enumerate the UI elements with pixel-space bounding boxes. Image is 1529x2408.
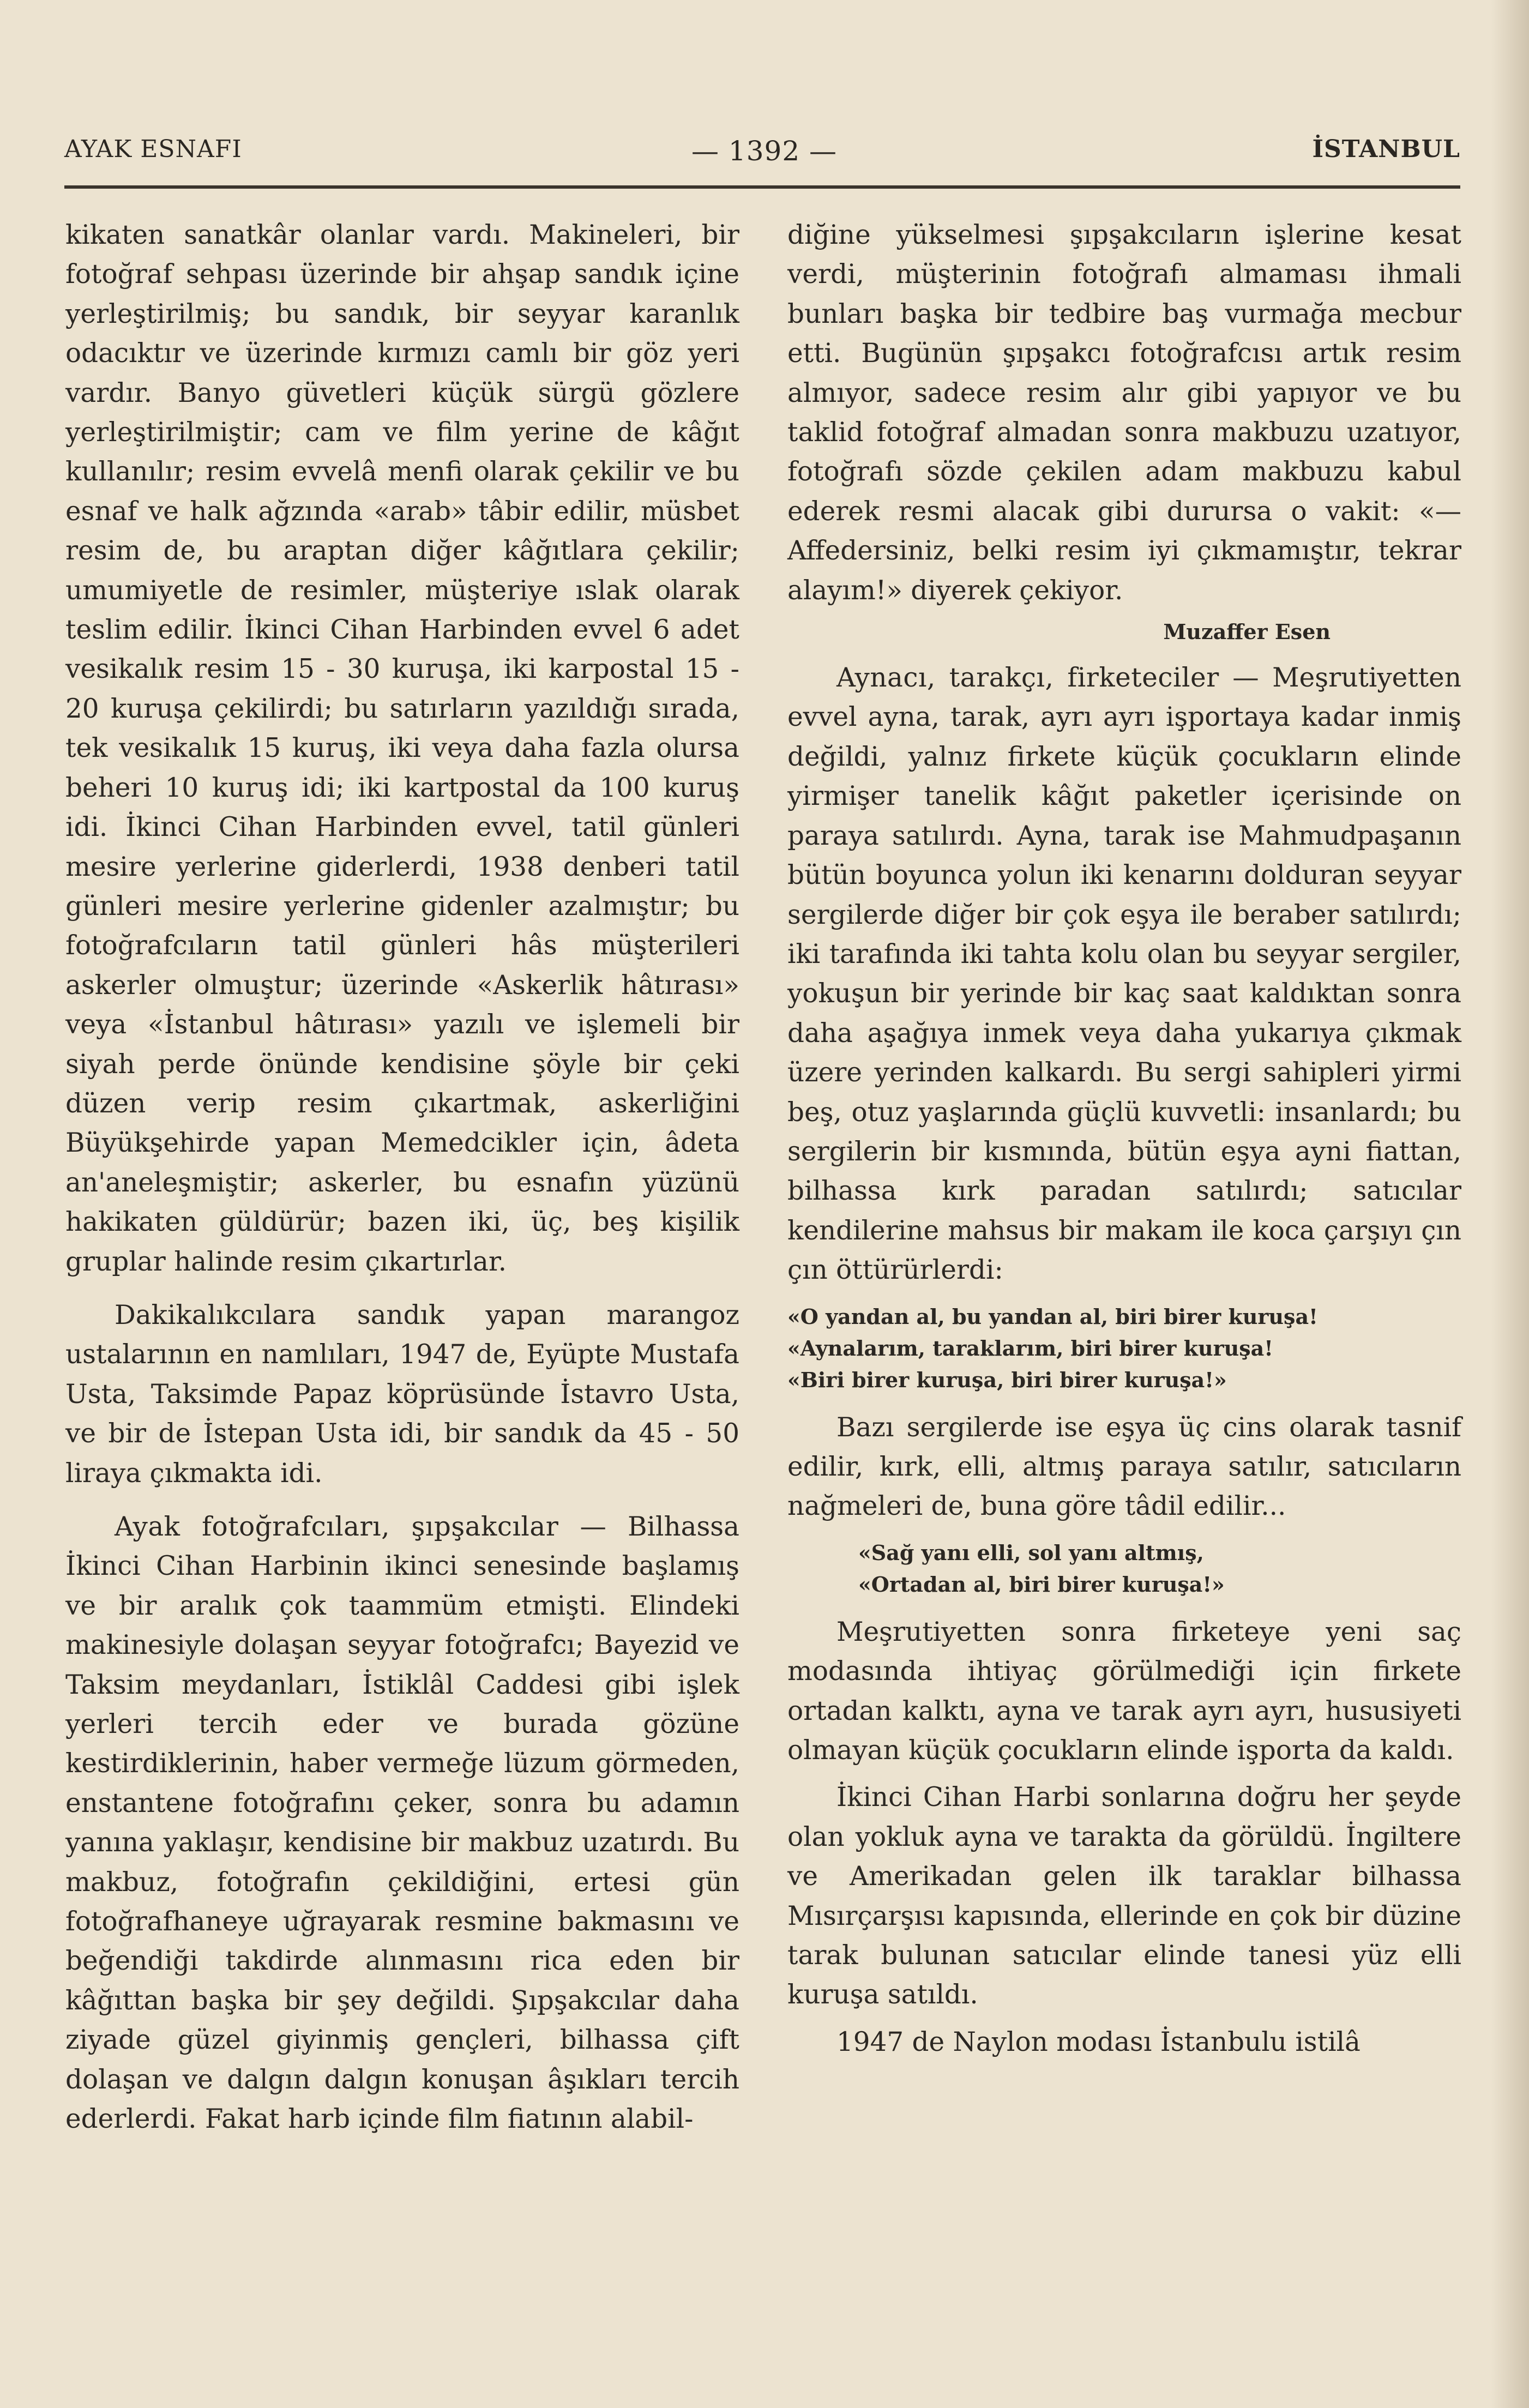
song-line: «Ortadan al, biri birer kuruşa!» (858, 1572, 1225, 1597)
page-edge-shadow (1491, 0, 1529, 2408)
entry-heading: Aynacı, tarakçı, firketeciler (836, 663, 1219, 694)
entry-text: — Bilhassa İkinci Cihan Harbinin ikinci senesinde başlamış ve bir aralık çok taammüm etmişti. Elindeki makinesiyle dolaşan seyyar fotoğrafcı; Bayezid ve Taksim meydanları, İstiklâl Caddesi gibi işlek yerleri tercih eder ve burada gözüne kestirdiklerinin, haber vermeğe lüzum görmeden, enstantene fotoğrafını çeker, sonra bu adamın yanına yaklaşır, kendisine bir makbuz uzatırdı. Bu makbuz, fotoğrafın çekildiğini, ertesi gün fotoğrafhaneye uğrayarak resmine bakmasını ve beğendiği takdirde alınmasını rica eden bir kâğıttan başka bir şey değildi. Şıpşakcılar daha ziyade güzel giyinmiş gençleri, bilhassa çift dolaşan ve dalgın dalgın konuşan âşıkları tercih ederlerdi. Fakat harb içinde film fiatının alabil- (65, 1512, 739, 2135)
running-header (64, 135, 1460, 173)
paragraph: Meşrutiyetten sonra firketeye yeni saç modasında ihtiyaç görülmediği için firkete ortadan kalktı, ayna ve tarak ayrı ayrı, hususiyeti olmayan küçük çocukların elinde işporta da kaldı. (787, 1616, 1461, 1766)
paragraph: kikaten sanatkâr olanlar vardı. Makineleri, bir fotoğraf sehpası üzerinde bir ahşap sandık içine yerleştirilmiş; bu sandık, bir seyyar karanlık odacıktır ve üzerinde kırmızı camlı bir göz yeri vardır. Banyo güvetleri küçük sürgü gözlere yerleştirilmiştir; cam ve film yerine de kâğıt kullanılır; resim evvelâ menfi olarak çekilir ve bu esnaf ve halk ağzında «arab» tâbir edilir, müsbet resim de, bu araptan diğer kâğıtlara çekilir; umumiyetle de resimler, müşteriye ıslak olarak teslim edilir. İkinci Cihan Harbinden evvel 6 adet vesikalık resim 15 - 30 kuruşa, iki karpostal 15 - 20 kuruşa çekilirdi; bu satırların yazıldığı sırada, tek vesikalık 15 kuruş, iki veya daha fazla olursa beheri 10 kuruş idi; iki kartpostal da 100 kuruş idi. İkinci Cihan Harbinden evvel, tatil günleri mesire yerlerine giderlerdi, 1938 denberi tatil günleri mesire yerlerine gidenler azalmıştır; bu fotoğrafcıların tatil günleri hâs müşterileri askerler olmuştur; üzerinde «Askerlik hâtırası» veya «İstanbul hâtırası» yazılı ve işlemeli bir siyah perde önünde kendisine şöyle bir çeki düzen verip resim çıkartmak, askerliğini Büyükşehirde yapan Memedcikler için, âdeta an'aneleşmiştir; askerler, bu esnafın yüzünü hakikaten güldürür; bazen iki, üç, beş kişilik gruplar halinde resim çıkartırlar. (65, 220, 739, 1277)
vendor-song (787, 1301, 1461, 1396)
author-signature: Muzaffer Esen (1163, 619, 1331, 645)
page-number: — 1392 — (691, 135, 838, 167)
song-line: «O yandan al, bu yandan al, biri birer kuruşa! (787, 1304, 1318, 1329)
book-title: İSTANBUL (1312, 135, 1460, 163)
section-title: AYAK ESNAFI (64, 135, 242, 163)
paragraph: İkinci Cihan Harbi sonlarına doğru her şeyde olan yokluk ayna ve tarakta da görüldü. İngiltere ve Amerikadan gelen ilk taraklar bilhassa Mısırçarşısı kapısında, ellerinde en çok bir düzine tarak bulunan satıcılar elinde tanesi yüz elli kuruşa satıldı. (787, 1782, 1461, 2010)
left-column (65, 215, 739, 2139)
paragraph (787, 658, 1461, 1290)
paragraph: diğine yükselmesi şıpşakcıların işlerine kesat verdi, müşterinin fotoğrafı almaması ihmali bunları başka bir tedbire baş vurmağa mecbur etti. Bugünün şıpşakcı fotoğrafcısı artık resim almıyor, sadece resim alır gibi yapıyor ve bu taklid fotoğraf almadan sonra makbuzu uzatıyor, fotoğrafı sözde çekilen adam makbuzu kabul ederek resmi alacak gibi durursa o vakit: «— Affedersiniz, belki resim iyi çıkmamıştır, tekrar alayım!» diyerek çekiyor. (787, 220, 1461, 606)
paragraph: 1947 de Naylon modası İstanbulu istilâ (836, 2026, 1361, 2057)
entry-heading: Ayak fotoğrafcıları, şıpşakcılar (115, 1512, 559, 1542)
header-rule (64, 185, 1460, 189)
entry-text: — Meşrutiyetten evvel ayna, tarak, ayrı ayrı işportaya kadar inmiş değildi, yalnız firkete küçük çocukların elinde yirmişer tanelik kâğıt paketler içerisinde on paraya satılırdı. Ayna, tarak ise Mahmudpaşanın bütün boyunca yolun iki kenarını dolduran seyyar sergilerde diğer bir çok eşya ile beraber satılırdı; iki tarafında iki tahta kolu olan bu seyyar sergiler, yokuşun bir yerinde bir kaç saat kaldıktan sonra daha aşağıya inmek veya daha yukarıya çıkmak üzere yerinden kalkardı. Bu sergi sahipleri yirmi beş, otuz yaşlarında güçlü kuvvetli: insanlardı; bu sergilerin bir kısmında, bütün eşya ayni fiattan, bilhassa kırk paradan satılırdı; satıcılar kendilerine mahsus bir makam ile koca çarşıyı çın çın öttürürlerdi: (787, 663, 1461, 1286)
paragraph: Bazı sergilerde ise eşya üç cins olarak tasnif edilir, kırk, elli, altmış paraya satılır, satıcıların nağmeleri de, buna göre tâdil edilir... (787, 1412, 1461, 1522)
song-line: «Sağ yanı elli, sol yanı altmış, (858, 1540, 1204, 1565)
paragraph (65, 1507, 739, 2139)
vendor-song (858, 1537, 1461, 1600)
song-line: «Aynalarım, taraklarım, biri birer kuruşa! (787, 1335, 1273, 1360)
right-column (787, 215, 1461, 2062)
paragraph: Dakikalıkcılara sandık yapan marangoz ustalarının en namlıları, 1947 de, Eyüpte Mustafa Usta, Taksimde Papaz köprüsünde İstavro Usta, ve bir de İstepan Usta idi, bir sandık da 45 - 50 liraya çıkmakta idi. (65, 1299, 739, 1489)
song-line: «Biri birer kuruşa, biri birer kuruşa!» (787, 1367, 1227, 1392)
